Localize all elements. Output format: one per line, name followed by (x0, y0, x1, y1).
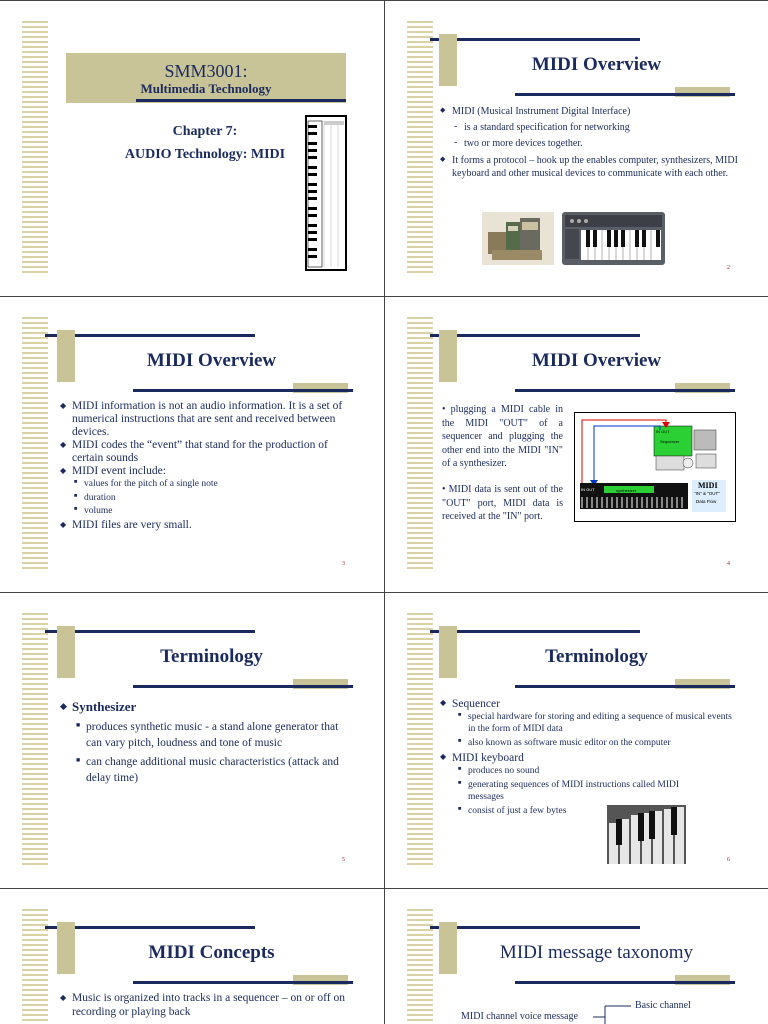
diagram-label: MIDI (698, 481, 718, 490)
slide-4[interactable] (385, 297, 768, 592)
slide-title: MIDI Overview (531, 54, 662, 75)
slide-title: Terminology (545, 646, 648, 667)
slide-6[interactable] (385, 593, 768, 888)
accent-line (133, 685, 353, 688)
slide-2[interactable] (385, 1, 768, 296)
accent-line (133, 389, 353, 392)
diagram-label: Data Flow (696, 499, 717, 504)
bullet-list (60, 992, 345, 1019)
sub-list (452, 711, 740, 749)
page-number: 4 (727, 561, 730, 567)
taxonomy-connector (593, 1003, 633, 1024)
accent-line (133, 981, 353, 984)
body-text: • MIDI data is sent out of the "OUT" port, MIDI data is received at the "IN" port. (442, 484, 563, 522)
stripe-decoration (407, 317, 433, 569)
sub-list (72, 478, 345, 519)
accent-line (430, 926, 640, 929)
stripe-decoration (22, 21, 48, 273)
accent-line (45, 630, 255, 633)
bullet-item (440, 697, 740, 749)
sub-list (74, 720, 344, 786)
piano-roll-image (305, 115, 347, 271)
sub-item: ■ volume (72, 505, 345, 519)
bullet-text: Synthesizer (72, 699, 137, 714)
midi-keyboard-image (562, 212, 665, 265)
page-number: 5 (342, 857, 345, 863)
slide-3[interactable] (0, 297, 383, 592)
diagram-label: synthesizer (616, 488, 637, 493)
accent-line (515, 389, 735, 392)
bullet-text: Sequencer (452, 698, 500, 710)
page-number: 2 (727, 265, 730, 271)
chapter-label: Chapter 7: (172, 124, 238, 139)
diagram-label: IN OUT (581, 487, 595, 492)
taxonomy-node: MIDI channel voice message (461, 1011, 578, 1022)
sub-item: - is a standard specification for networking (452, 121, 740, 134)
course-code: SMM3001: (164, 61, 248, 81)
sub-item: ■ values for the pitch of a single note (72, 478, 345, 492)
bullet-item (60, 465, 345, 519)
page-number: 3 (342, 561, 345, 567)
slide-title: MIDI Overview (146, 350, 277, 371)
sub-item: ■ duration (72, 492, 345, 506)
accent-line (45, 926, 255, 929)
slide-title: MIDI Overview (531, 350, 662, 371)
sub-item: ■ consist of just a few bytes (456, 805, 706, 817)
course-name: Multimedia Technology (140, 81, 272, 96)
midi-connection-diagram (574, 412, 736, 522)
stripe-decoration (407, 21, 433, 273)
bullet-item: ◆ Music is organized into tracks in a sequencer – on or off on recording or playing back (60, 992, 345, 1019)
accent-line (430, 38, 640, 41)
sub-item: ■ produces synthetic music - a stand alone generator that can vary pitch, loudness and tone of music (74, 720, 344, 751)
diagram-label: "IN" & "OUT" (694, 491, 720, 496)
sub-item: ■ also known as software music editor on the computer (456, 737, 740, 749)
accent-line (430, 334, 640, 337)
slide-title: Terminology (160, 646, 263, 667)
slide-title: MIDI Concepts (148, 942, 275, 963)
chapter-title: AUDIO Technology: MIDI (124, 147, 286, 162)
accent-line (515, 981, 735, 984)
bullet-list (440, 105, 740, 180)
midi-equipment-image (482, 212, 554, 265)
slide-8[interactable] (385, 889, 768, 1024)
body-text: • plugging a MIDI cable in the MIDI "OUT" of a sequencer and plugging the other end into the MIDI "IN" of a synthesizer. (442, 404, 563, 469)
bullet-item: ◆ MIDI codes the “event” that stand for the production of certain sounds (60, 439, 345, 465)
slide-7[interactable] (0, 889, 383, 1024)
accent-line (430, 630, 640, 633)
bullet-text: MIDI (Musical Instrument Digital Interface) (452, 106, 631, 117)
slide-title: MIDI message taxonomy (499, 942, 694, 963)
bullet-text: MIDI event include: (72, 465, 166, 477)
bullet-text: MIDI keyboard (452, 752, 524, 764)
bullet-item: ◆ MIDI files are very small. (60, 519, 345, 532)
bullet-item: ◆ MIDI information is not an audio information. It is a set of numerical instructions that are sent and received between devices. (60, 400, 345, 439)
page-number: 6 (727, 857, 730, 863)
stripe-decoration (407, 613, 433, 865)
slide-5[interactable] (0, 593, 383, 888)
accent-line (45, 334, 255, 337)
taxonomy-node: Basic channel (635, 1000, 691, 1011)
sub-item: ■ special hardware for storing and editing a sequence of musical events in the form of MIDI data (456, 711, 740, 735)
sub-item: ■ can change additional music characteristics (attack and delay time) (74, 755, 344, 786)
sub-item: - two or more devices together. (452, 137, 740, 150)
bullet-item (60, 699, 345, 715)
stripe-decoration (22, 613, 48, 865)
slide-1[interactable] (0, 1, 383, 296)
sub-list (452, 121, 740, 150)
accent-line (515, 93, 735, 96)
stripe-decoration (22, 317, 48, 569)
bullet-list (440, 697, 740, 817)
sub-item: ■ produces no sound (456, 765, 706, 777)
diagram-label: IN OUT (656, 429, 670, 434)
sub-item: ■ generating sequences of MIDI instructions called MIDI messages (456, 779, 706, 803)
bullet-item (440, 751, 740, 817)
diagram-label: Sequencer (660, 439, 680, 444)
accent-line (136, 99, 346, 102)
accent-line (515, 685, 735, 688)
bullet-list (60, 699, 345, 715)
piano-keys-photo (607, 805, 686, 864)
bullet-item (440, 105, 740, 150)
bullet-list (60, 400, 345, 532)
bullet-item: ◆ It forms a protocol – hook up the enables computer, synthesizers, MIDI keyboard and other musical devices to communicate with each other. (440, 154, 740, 180)
